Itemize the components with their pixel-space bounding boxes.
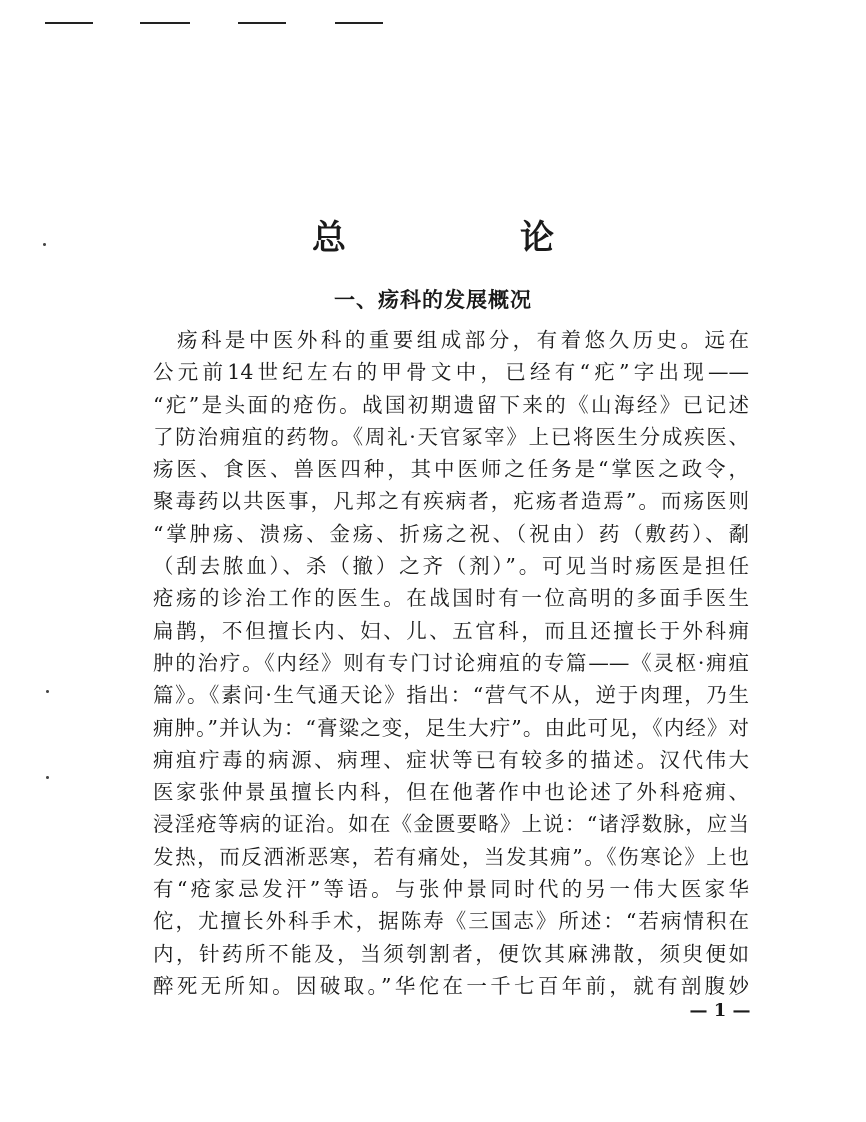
text-line: （刮去脓血）、杀（撤）之齐（剂）”。可见当时疡医是担任 xyxy=(153,554,749,579)
text-line: 痈疽疔毒的病源、病理、症状等已有较多的描述。汉代伟大 xyxy=(153,747,749,772)
page-title: 总 论 xyxy=(312,218,624,258)
text-line: 扁鹊，不但擅长内、妇、儿、五官科，而且还擅长于外科痈 xyxy=(153,618,749,643)
text-line: 篇》。《素问·生气通天论》指出：“营气不从，逆于肉理，乃生 xyxy=(153,683,749,708)
text-line: 内，针药所不能及，当须刳割者，便饮其麻沸散，须臾便如 xyxy=(153,941,749,966)
text-line: 公元前14世纪左右的甲骨文中，已经有“疕”字出现—— xyxy=(153,360,749,385)
section-heading: 一、疡科的发展概况 xyxy=(334,287,532,312)
text-line: 佗，尤擅长外科手术，据陈寿《三国志》所述：“若病情积在 xyxy=(153,909,749,934)
body-text xyxy=(153,324,749,1002)
page-number: — 1 — xyxy=(689,1000,751,1021)
text-line: 醉死无所知。因破取。”华佗在一千七百年前，就有剖腹妙 xyxy=(153,973,749,998)
text-line: 浸淫疮等病的证治。如在《金匮要略》上说：“诸浮数脉，应当 xyxy=(153,812,749,837)
scan-speck xyxy=(46,776,49,779)
text-line: 有“疮家忌发汗”等语。与张仲景同时代的另一伟大医家华 xyxy=(153,877,749,902)
text-line: 疡医、食医、兽医四种，其中医师之任务是“掌医之政令， xyxy=(153,457,749,482)
text-line: 了防治痈疽的药物。《周礼·天官冢宰》上已将医生分成疾医、 xyxy=(153,424,749,449)
header-rule-3 xyxy=(238,22,286,24)
scan-speck xyxy=(46,690,49,693)
text-line: 医家张仲景虽擅长内科，但在他著作中也论述了外科疮痈、 xyxy=(153,780,749,805)
text-line: “疕”是头面的疮伤。战国初期遗留下来的《山海经》已记述 xyxy=(153,392,749,417)
text-line: 发热，而反洒淅恶寒，若有痛处，当发其痈”。《伤寒论》上也 xyxy=(153,844,749,869)
header-rule-1 xyxy=(45,22,93,24)
text-line: 疡科是中医外科的重要组成部分，有着悠久历史。远在 xyxy=(153,328,749,352)
header-rule-2 xyxy=(140,22,190,24)
text-line: 聚毒药以共医事，凡邦之有疾病者，疕疡者造焉”。而疡医则 xyxy=(153,489,749,514)
text-line: 疮疡的诊治工作的医生。在战国时有一位高明的多面手医生 xyxy=(153,586,749,611)
text-line: “掌肿疡、溃疡、金疡、折疡之祝、（祝由）药（敷药）、劀 xyxy=(153,521,749,546)
text-line: 肿的治疗。《内经》则有专门讨论痈疽的专篇——《灵枢·痈疽 xyxy=(153,650,749,675)
header-rule-4 xyxy=(335,22,383,24)
text-line: 痈肿。”并认为：“膏粱之变，足生大疔”。由此可见，《内经》对 xyxy=(153,715,749,740)
